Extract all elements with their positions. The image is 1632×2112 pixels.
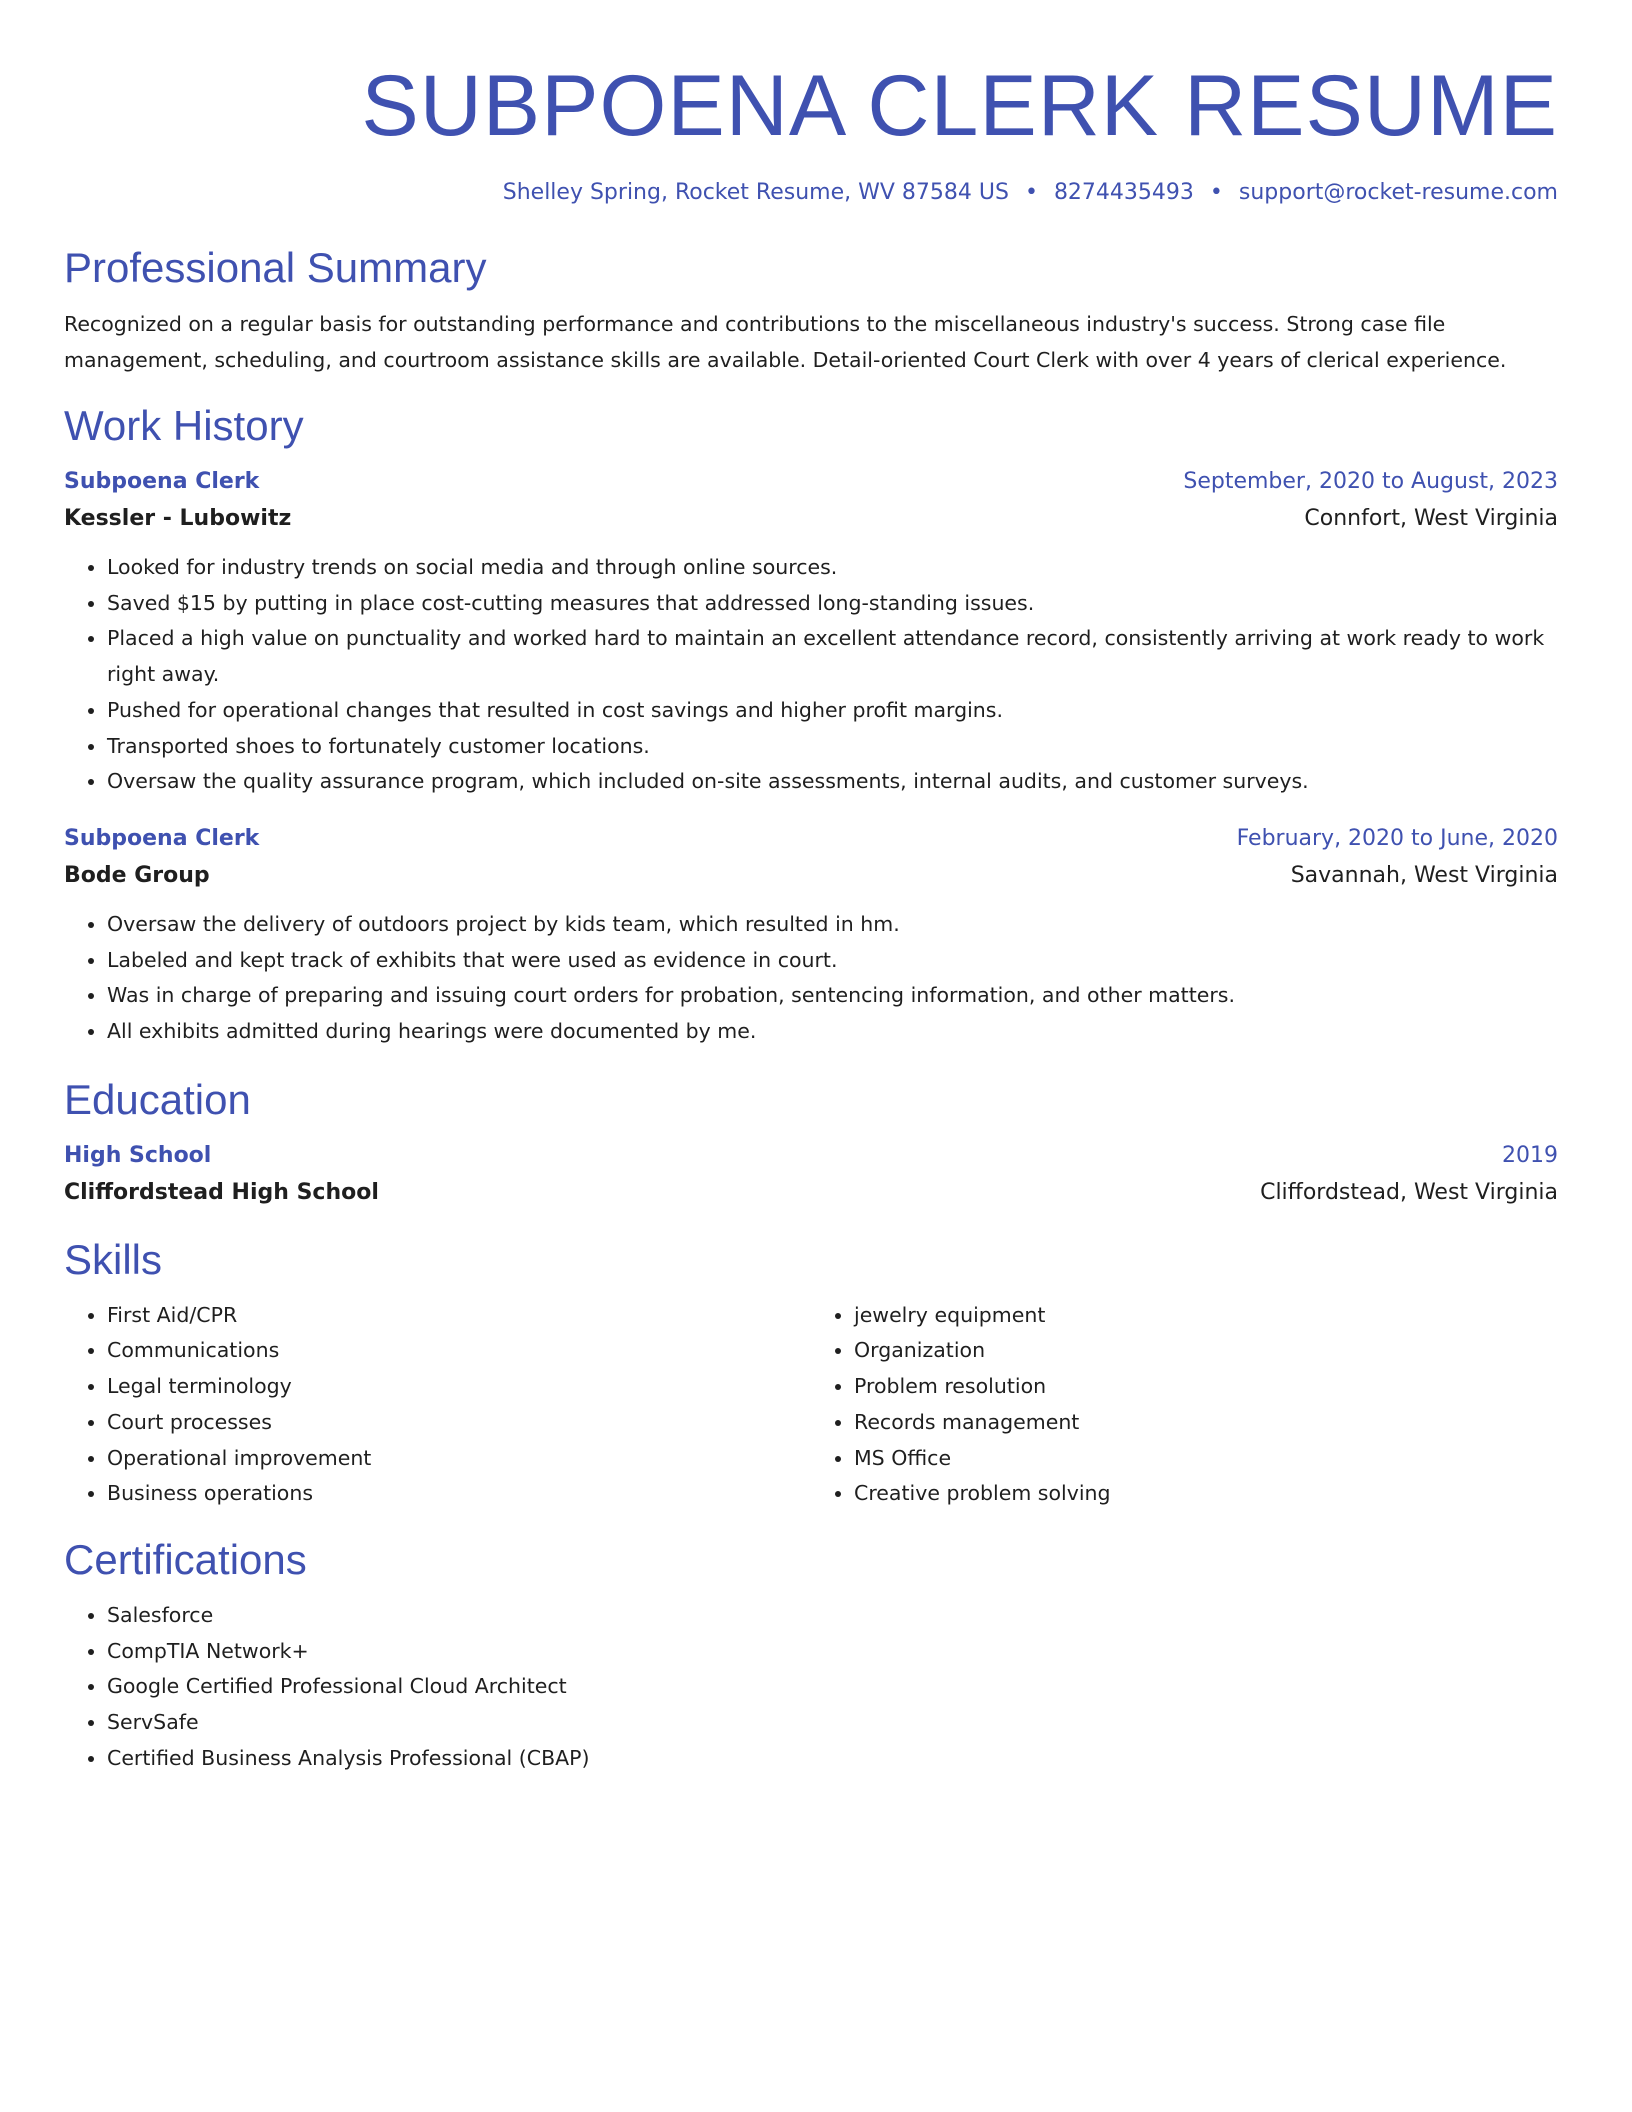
contact-phone: 8274435493 (1053, 180, 1194, 205)
skills-columns (64, 1298, 1558, 1512)
work-history-heading: Work History (64, 402, 304, 449)
job-entry (64, 464, 1558, 800)
education-year: 2019 (1502, 1142, 1558, 1168)
list-item: • Labeled and kept track of exhibits that were used as evidence in court. (107, 943, 1558, 979)
summary-text: Recognized on a regular basis for outstanding performance and contributions to the miscellaneous industry's success. Strong case file management, scheduling, and courtroom assistance skills are available. Detail-oriented Court Clerk with over 4 years of clerical experience. (64, 312, 1507, 372)
contact-line (64, 178, 1558, 208)
contact-email: support@rocket-resume.com (1238, 180, 1558, 205)
education-degree: High School (64, 1142, 212, 1168)
list-item: • CompTIA Network+ (107, 1634, 1558, 1670)
job-bullet-list (64, 907, 1558, 1050)
list-item: • Oversaw the quality assurance program, which included on-site assessments, internal audits, and customer surveys. (107, 764, 1558, 800)
contact-address: Shelley Spring, Rocket Resume, WV 87584 US (502, 180, 1009, 205)
skills-list-left (64, 1298, 811, 1512)
list-item: • First Aid/CPR (107, 1298, 811, 1334)
list-item: • Was in charge of preparing and issuing court orders for probation, sentencing information, and other matters. (107, 978, 1558, 1014)
list-item: • Looked for industry trends on social media and through online sources. (107, 550, 1558, 586)
job-company: Bode Group (64, 862, 210, 888)
list-item: • Court processes (107, 1405, 811, 1441)
job-title: Subpoena Clerk (64, 469, 260, 494)
list-item: • Google Certified Professional Cloud Architect (107, 1669, 1558, 1705)
list-item: • Oversaw the delivery of outdoors project by kids team, which resulted in hm. (107, 907, 1558, 943)
summary-heading: Professional Summary (64, 244, 487, 291)
job-title: Subpoena Clerk (64, 825, 260, 851)
list-item: • Business operations (107, 1476, 811, 1512)
list-item: • Operational improvement (107, 1441, 811, 1477)
education-location: Cliffordstead, West Virginia (1260, 1179, 1558, 1205)
job-header-row (64, 821, 1558, 857)
list-item: • jewelry equipment (854, 1298, 1558, 1334)
job-company: Kessler - Lubowitz (64, 506, 292, 531)
list-item: • Problem resolution (854, 1369, 1558, 1405)
resume-title: SUBPOENA CLERK RESUME (361, 58, 1558, 154)
list-item: • Saved $15 by putting in place cost-cutting measures that addressed long-standing issues. (107, 586, 1558, 622)
job-company-row (64, 500, 1558, 538)
list-item: • Certified Business Analysis Professional (CBAP) (107, 1741, 1558, 1777)
list-item: • Transported shoes to fortunately customer locations. (107, 729, 1558, 765)
list-item: • All exhibits admitted during hearings were documented by me. (107, 1014, 1558, 1050)
contact-separator: • (1209, 180, 1223, 205)
job-entry (64, 821, 1558, 1050)
certifications-list (64, 1598, 1558, 1777)
resume-page (64, 0, 1558, 1776)
list-item: • ServSafe (107, 1705, 1558, 1741)
list-item: • Pushed for operational changes that resulted in cost savings and higher profit margins. (107, 693, 1558, 729)
education-heading: Education (64, 1075, 251, 1123)
list-item: • Records management (854, 1405, 1558, 1441)
job-company-row (64, 857, 1558, 895)
education-school: Cliffordstead High School (64, 1179, 379, 1205)
skills-list-right (811, 1298, 1558, 1512)
job-location: Connfort, West Virginia (1304, 506, 1558, 531)
job-dates: February, 2020 to June, 2020 (1236, 825, 1558, 851)
contact-separator: • (1024, 180, 1038, 205)
skills-heading: Skills (64, 1235, 163, 1283)
education-school-row (64, 1174, 1558, 1212)
job-location: Savannah, West Virginia (1290, 862, 1558, 888)
list-item: • Salesforce (107, 1598, 1558, 1634)
list-item: • Placed a high value on punctuality and worked hard to maintain an excellent attendance record, consistently arriving at work ready to work right away. (107, 621, 1558, 692)
job-bullet-list (64, 550, 1558, 800)
list-item: • Legal terminology (107, 1369, 811, 1405)
list-item: • Creative problem solving (854, 1476, 1558, 1512)
list-item: • MS Office (854, 1441, 1558, 1477)
education-entry (64, 1138, 1558, 1212)
certifications-heading: Certifications (64, 1535, 307, 1583)
list-item: • Organization (854, 1333, 1558, 1369)
job-header-row (64, 464, 1558, 500)
job-dates: September, 2020 to August, 2023 (1183, 469, 1558, 494)
education-header-row (64, 1138, 1558, 1174)
list-item: • Communications (107, 1333, 811, 1369)
